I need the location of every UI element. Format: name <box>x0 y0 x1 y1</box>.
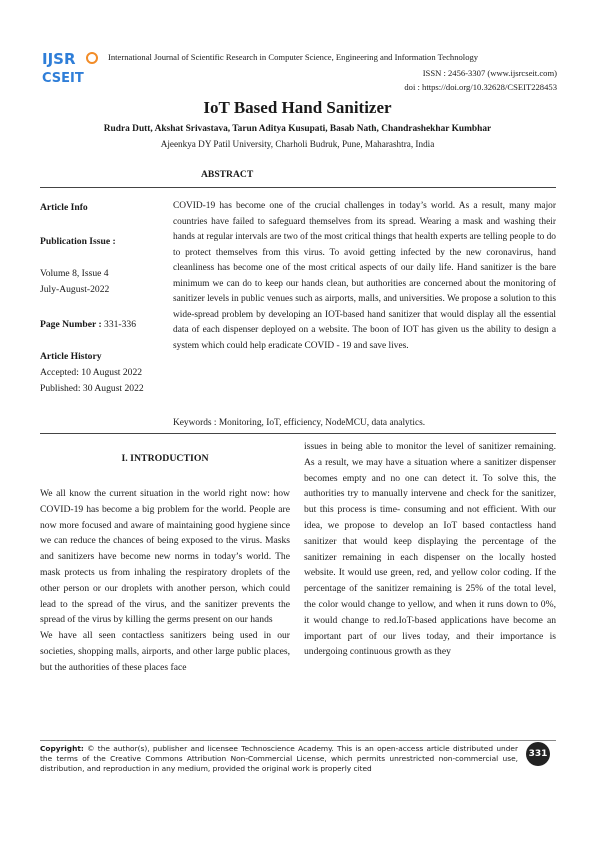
logo-text-bottom: CSEIT <box>42 71 84 86</box>
footer-divider <box>40 740 556 741</box>
article-info-label: Article Info <box>40 202 88 213</box>
divider-bottom <box>40 433 556 434</box>
page-number-row <box>40 319 136 330</box>
article-history-label: Article History <box>40 351 102 362</box>
left-column <box>40 486 290 676</box>
abstract-heading: ABSTRACT <box>201 169 254 180</box>
authors: Rudra Dutt, Akshat Srivastava, Tarun Aditya Kusupati, Basab Nath, Chandrashekhar Kumbhar <box>103 124 492 134</box>
volume-issue: Volume 8, Issue 4 <box>40 268 109 279</box>
copyright-notice <box>40 744 518 774</box>
publication-issue-label: Publication Issue : <box>40 236 116 247</box>
abstract-text: COVID-19 has become one of the crucial challenges in today’s world. As a result, many major countries have failed to safeguard themselves from its spread. Wearing a mask and washing their hands at regular intervals are two of the most critical things that health experts are telling people to do to protect themselves from this virus. To avoid getting infected by the new coronavirus, hand cleanliness has become one of the most critical aspects of our daily life. Hand sanitizer is the bare minimum we can do to keep our hands clean, but authorities are concerned about the monitoring of sanitizer levels in public venues such as airports, malls, and universities. We propose a solution to this wide-spread problem by developing an IOT-based hand sanitizer that would display all the essential data of each dispenser deployed on a website. The boon of IOT has given us the ability to design a system which could help eradicate COVID - 19 and save lives. <box>173 201 556 351</box>
journal-logo <box>40 48 102 86</box>
page-number-badge: 331 <box>526 742 550 766</box>
affiliation: Ajeenkya DY Patil University, Charholi Budruk, Pune, Maharashtra, India <box>160 139 435 149</box>
journal-name: International Journal of Scientific Research in Computer Science, Engineering and Information Technology <box>108 52 479 62</box>
logo-text-top: IJSR <box>42 50 76 68</box>
doi[interactable]: doi : https://doi.org/10.32628/CSEIT228453 <box>404 82 557 92</box>
page-number-label: Page Number : <box>40 319 102 330</box>
paper-title: IoT Based Hand Sanitizer <box>203 98 392 117</box>
copyright-label: Copyright: <box>40 744 84 753</box>
keywords: Keywords : Monitoring, IoT, efficiency, NodeMCU, data analytics. <box>173 418 426 428</box>
accepted-date: Accepted: 10 August 2022 <box>40 367 143 378</box>
intro-paragraph-1: We all know the current situation in the world right now: how COVID-19 has become a big problem for the world. People are now more focused and aware of maintaining good hygiene since we can reduce the chances of being exposed to the virus. Masks and sanitizers have become new norms in today’s world. The mask protects us from inhaling the respiratory droplets of the other person or our droplets with another person, which could lead to the spread of the virus, and the sanitizer prevents the spread of the virus by killing the germs present on our hands <box>40 488 290 626</box>
issn: ISSN : 2456-3307 (www.ijsrcseit.com) <box>422 68 557 78</box>
section-heading-introduction: I. INTRODUCTION <box>121 453 209 464</box>
intro-paragraph-2: We have all seen contactless sanitizers being used in our societies, shopping malls, airports, and other large public places, but the authorities of these places face <box>40 630 290 673</box>
page-number-value: 331-336 <box>101 319 137 330</box>
right-column <box>304 439 556 660</box>
intro-paragraph-3: issues in being able to monitor the level of sanitizer remaining. As a result, we may have a situation where a sanitizer dispenser becomes empty and no one can detect it. To solve this, the authorities try to manually intervene and check for the sanitizer, but this process is time- consuming and not efficient. With our idea, we propose to develop an IoT based contactless hand sanitizer that would keep displaying the percentage of the sanitizer remaining in each dispenser on the locally hosted website. It would use green, red, and yellow color coding. If the percentage of the sanitizer remaining is 25% of the total level, the color would change to yellow, and when it runs down to 0%, it would change to red.IoT-based applications have become an important part of our lives today, and their importance is undergoing continuous growth as they <box>304 441 556 658</box>
copyright-text: © the author(s), publisher and licensee Technoscience Academy. This is an open-access article distributed under the terms of the Creative Commons Attribution Non-Commercial License, which permits unrestricted non-commercial use, distribution, and reproduction in any medium, provided the original work is properly cited <box>40 744 518 773</box>
divider-top <box>40 187 556 188</box>
published-date: Published: 30 August 2022 <box>40 383 144 394</box>
issue-period: July-August-2022 <box>40 284 110 295</box>
